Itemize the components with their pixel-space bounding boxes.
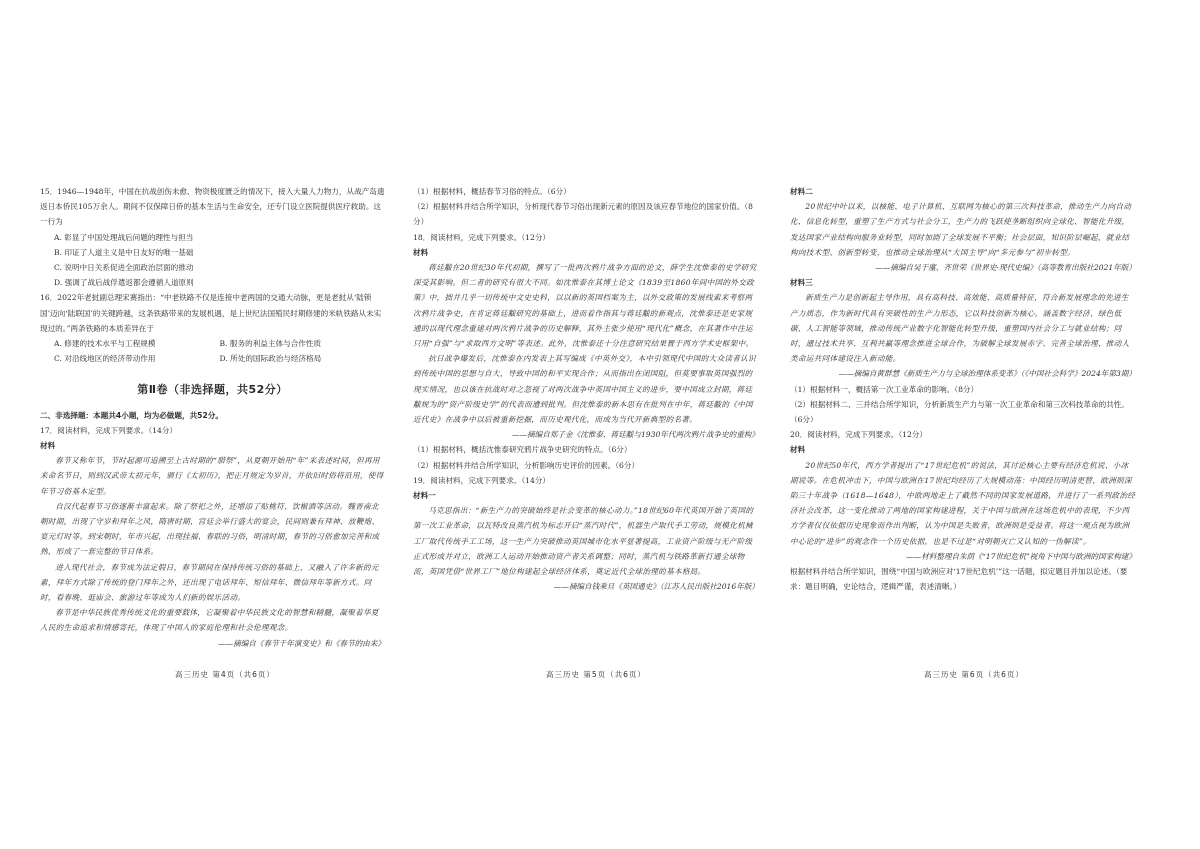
q17-paragraph-3: 进入现代社会，春节成为法定假日，春节期间在保持传统习俗的基础上，又融入了许多新的元素，拜年方式除了传统的登门拜年之外，还出现了电话拜年、短信拜年、微信拜年等新方式。同时，看春晚、逛庙会、旅游过年等成为人们新的娱乐活动。 [40,562,379,603]
q17-paragraph-4: 春节是中华民族优秀传统文化的重要载体，它凝聚着中华民族文化的智慧和精髓，凝聚着华夏人民的生命追求和情感寄托，体现了中国人的家庭伦理和社会伦理观念。 [40,608,379,633]
q19-subquestion-1: （1）根据材料一，概括第一次工业革命的影响。（8分） [790,384,979,394]
q16-option-b: B. 服务的利益主体与合作性质 [219,339,322,349]
q20-task: 根据材料并结合所学知识，围绕“中国与欧洲应对‘17世纪危机’”这一话题，拟定题目并加以论述。（要求：题目明确，史论结合，逻辑严谨，表述清晰。） [790,567,1128,592]
section-note: 二、非选择题：本题共4小题，均为必做题，共52分。 [40,410,223,420]
q18-subquestion-2: （2）根据材料并结合所学知识，分析影响历史评价的因素。（6分） [413,460,640,470]
material-label: 材料 [790,445,806,455]
page-footer-4: 高三历史 第4页（共6页） [175,670,275,679]
q19-source: ——摘编自钱乘旦《英国通史》（江苏人民出版社2016年版） [553,582,759,592]
question-15: 15．1946—1948年，中国在抗战创伤未愈、物资极度匮乏的情况下，接入大量人力物力，从战产岛遗返日本侨民105万余人。期间不仅保障日侨的基本生活与生命安全，还专门设立医院提供医疗救助。这一行为 [40,187,385,227]
material-label: 材料 [40,441,56,451]
q16-options-row-1 [54,336,385,351]
q15-option-a: A. 彰显了中国处理战后问题的理性与担当 [54,232,194,242]
material-2-source: ——摘编自吴于廑、齐世荣《世界史·现代史编》（高等教育出版社2021年版） [875,263,1136,273]
q15-option-b: B. 印证了人道主义是中日友好的唯一基础 [54,247,194,257]
q18-paragraph-2: 抗日战争爆发后，沈惟泰在内发表上其写编成《中英外交》，本中引领现代中国的大众读者认识到传统中国的思想与自大，导致中国的和平实现合作；从而指出在闭国阻，但莫要事取英国强烈的现实情况，也以该在抗战时对之忽视了对两次战争中英国中国主义的进步，要中国成立封期，蒋廷黻规为的“资产阶级史学”的代表而遭到批判。但沈惟泰的新本思有在批判在中年，蒋廷黻的《中国近代史》在战争中以后被重新挖掘，而历史观代化，而成为当代开新典型的名著。 [413,354,756,425]
page-6-column [790,184,1136,594]
material-label: 材料 [413,247,429,257]
q16-options-row-2 [54,351,385,366]
question-17: 17．阅读材料，完成下列要求。（14分） [40,425,178,435]
material-3-label: 材料三 [790,278,813,288]
q17-paragraph-1: 春节又称年节，节时起源可追溯至上古时期的“腊祭”，从夏朝开始用“年”来表述时间，但再用来命名节日，则到汉武帝太初元年，颁行《太初历》，把正月规定为岁首，并依旧时俗将沿用，使得年节习俗基本定型。 [40,456,384,496]
q17-paragraph-2: 自汉代起春节习俗逐渐丰富起来。除了祭祀之外，还增添了贴桃符、饮椒酒等活动。魏晋南北朝时期，出现了守岁和拜年之风，隋唐时期，宫廷会举行盛大的宴会，民间则兼有拜神、放鞭炮、宴元灯时等。到宋朝时，年市兴起，出现挂福、春联的习俗，明清时期，春节的习俗愈加完善和成熟，形成了一套完整的节日体系。 [40,501,380,557]
material-1-label: 材料一 [413,491,436,501]
q17-source: ——摘编自《春节千年演变史》和《春节的由来》 [217,638,385,648]
question-19: 19．阅读材料，完成下列要求。（14分） [413,475,551,485]
q20-source: ——材料整理自朱荫《“17世纪危机”视角下中国与欧洲的国家构建》 [905,551,1136,561]
q17-subquestion-1: （1）根据材料，概括春节习俗的特点。（6分） [413,187,571,196]
material-2-body: 20世纪中叶以来，以核能、电子计算机、互联网为核心的第三次科技革命，推动生产力向自动化、信息化转型，重塑了生产方式与社会分工，生产力的飞跃使垄断组织向全球化、智能化升级，发达国家产业结构向服务业转型，同时加剧了全球发展不平衡；社会层面，知识阶层崛起，就业结构向技术型、创新型转变，也推动全球治理从“大国主导”向“多元参与”初步转型。 [790,202,1132,257]
material-2-label: 材料二 [790,187,813,196]
q18-subquestion-1: （1）根据材料，概括沈惟泰研究鸦片战争史研究的特点。（6分） [413,445,632,455]
question-16: 16．2022年老挝副总理宋赛指出：“中老铁路不仅是连接中老两国的交通大动脉，更是老挝从‘陆锁国’迈向‘陆联国’的关键跨越，这条铁路带来的发展机遇，是上世纪法国殖民时期修建的米轨铁路从未实现过的。”两条铁路的本质差异在于 [40,293,382,333]
q19-subquestion-2: （2）根据材料二、三并结合所学知识，分析新质生产力与第一次工业革命和第三次科技革命的共性。（6分） [790,399,1129,425]
q18-source: ——摘编自郑子金《沈惟泰、蒋廷黻与1930年代两次鸦片战争史的重构》 [511,430,759,440]
q20-body: 20世纪50年代，西方学者提出了“17世纪危机”的说法，其讨论核心主要有经济危机说、小冰期说等。在危机冲击下，中国与欧洲在17世纪均经历了大规模动荡：中国经历明清更替，欧洲则深陷三十年战争（1618—1648），中欧两地走上了截然不同的国家发展道路，并进行了一系列政治经济社会改革，这一变化推动了两地的国家构建进程，关于中国与欧洲在这场危机中的表现，不少西方学者仅仅依据历史现象而作出判断，认为中国是失败者，欧洲则是受益者。将这一观点视为欧洲中心论的“进步”的观念作一个历史依据，也是不过是“对明朝灭亡又认知的一伪解读”。 [790,460,1136,546]
q18-paragraph-1: 蒋廷黻在20世纪30年代初期，撰写了一批两次鸦片战争方面的论文，薛学生沈惟泰的史学研究深受其影响。但二者的研究有很大不同。如沈惟泰在其博士论文《1839至1860年间中国的外交政策》中，拙并几乎一切传统中文史史料，以以新的英国档案为主，以外交政策的发展线索来考察两次鸦片战争史，在肯定蒋廷黻研究的基础上，进而着作指其与蒋廷黻的新观点，沈惟泰还是史家规通的以现代理念重建对两次鸦片战争的历史解释，其外主张少使用“现代化”概念，在其著作中注运只用“自强”与“求取西方文明”等表述。此外，沈惟泰还十分注意研究结果置于西方学术史框架中。 [413,263,757,349]
page-footer-5: 高三历史 第5页（共6页） [546,670,646,679]
material-3-body: 新质生产力是创新起主导作用，具有高科技、高效能、高质量特征，符合新发展理念的先进生产力质态，作为新时代具有突破性的生产力形态，它以科技创新为核心，涵盖数字经济、绿色低碳、人工智能等领域，推动传统产业数字化智能化转型升级，重塑国内社会分工与就业结构；同时，通过技术共享、互利共赢等理念推进全球合作，为破解全球发展赤字、完善全球治理、推动人类命运共同体建设注入新动能。 [790,293,1130,364]
page-footer-6: 高三历史 第6页（共6页） [924,670,1024,679]
question-18: 18．阅读材料，完成下列要求。（12分） [413,232,551,242]
question-20: 20．阅读材料，完成下列要求。（12分） [790,430,928,440]
q17-subquestion-2: （2）根据材料并结合所学知识，分析现代春节习俗出现新元素的原因及该应春节地位的国家价值。（8分） [413,202,753,227]
q16-option-a: A. 修建的技术水平与工程规模 [54,339,156,349]
section-title: 第Ⅱ卷（非选择题，共52分） [137,383,288,397]
q15-option-c: C. 说明中日关系促进全面政治层面的推动 [54,263,194,273]
material-3-source: ——摘编自黄群慧《新质生产力与全球治理体系变革》（《中国社会科学》2024年第3期） [838,369,1136,379]
q19-paragraph-1: 马克思指出：“新生产力的突破始终是社会变革的核心动力。”18世纪60年代英国开始了英国的第一次工业革命，以瓦特改良蒸汽机为标志开启“蒸汽时代”，机器生产取代手工劳动，规模化机械工厂取代传统手工工场，这一生产力突破推动英国城市化水平显著提高，工业资产阶级与无产阶级正式形成并对立，欧洲工人运动开始推动资产者关系调整；同时，蒸汽机与铁路革新打通全球物流，英国凭借“世界工厂”地位构建起全球经济体系，奠定近代全球治理的基本格局。 [413,506,754,577]
q16-option-d: D. 所处的国际政治与经济格局 [219,354,322,364]
page-5-column [413,184,759,594]
q16-option-c: C. 对沿线地区的经济带动作用 [54,354,156,364]
page-4-column [40,184,385,651]
q15-option-d: D. 强调了战后战俘遣返都会遵循人道原则 [54,278,194,288]
